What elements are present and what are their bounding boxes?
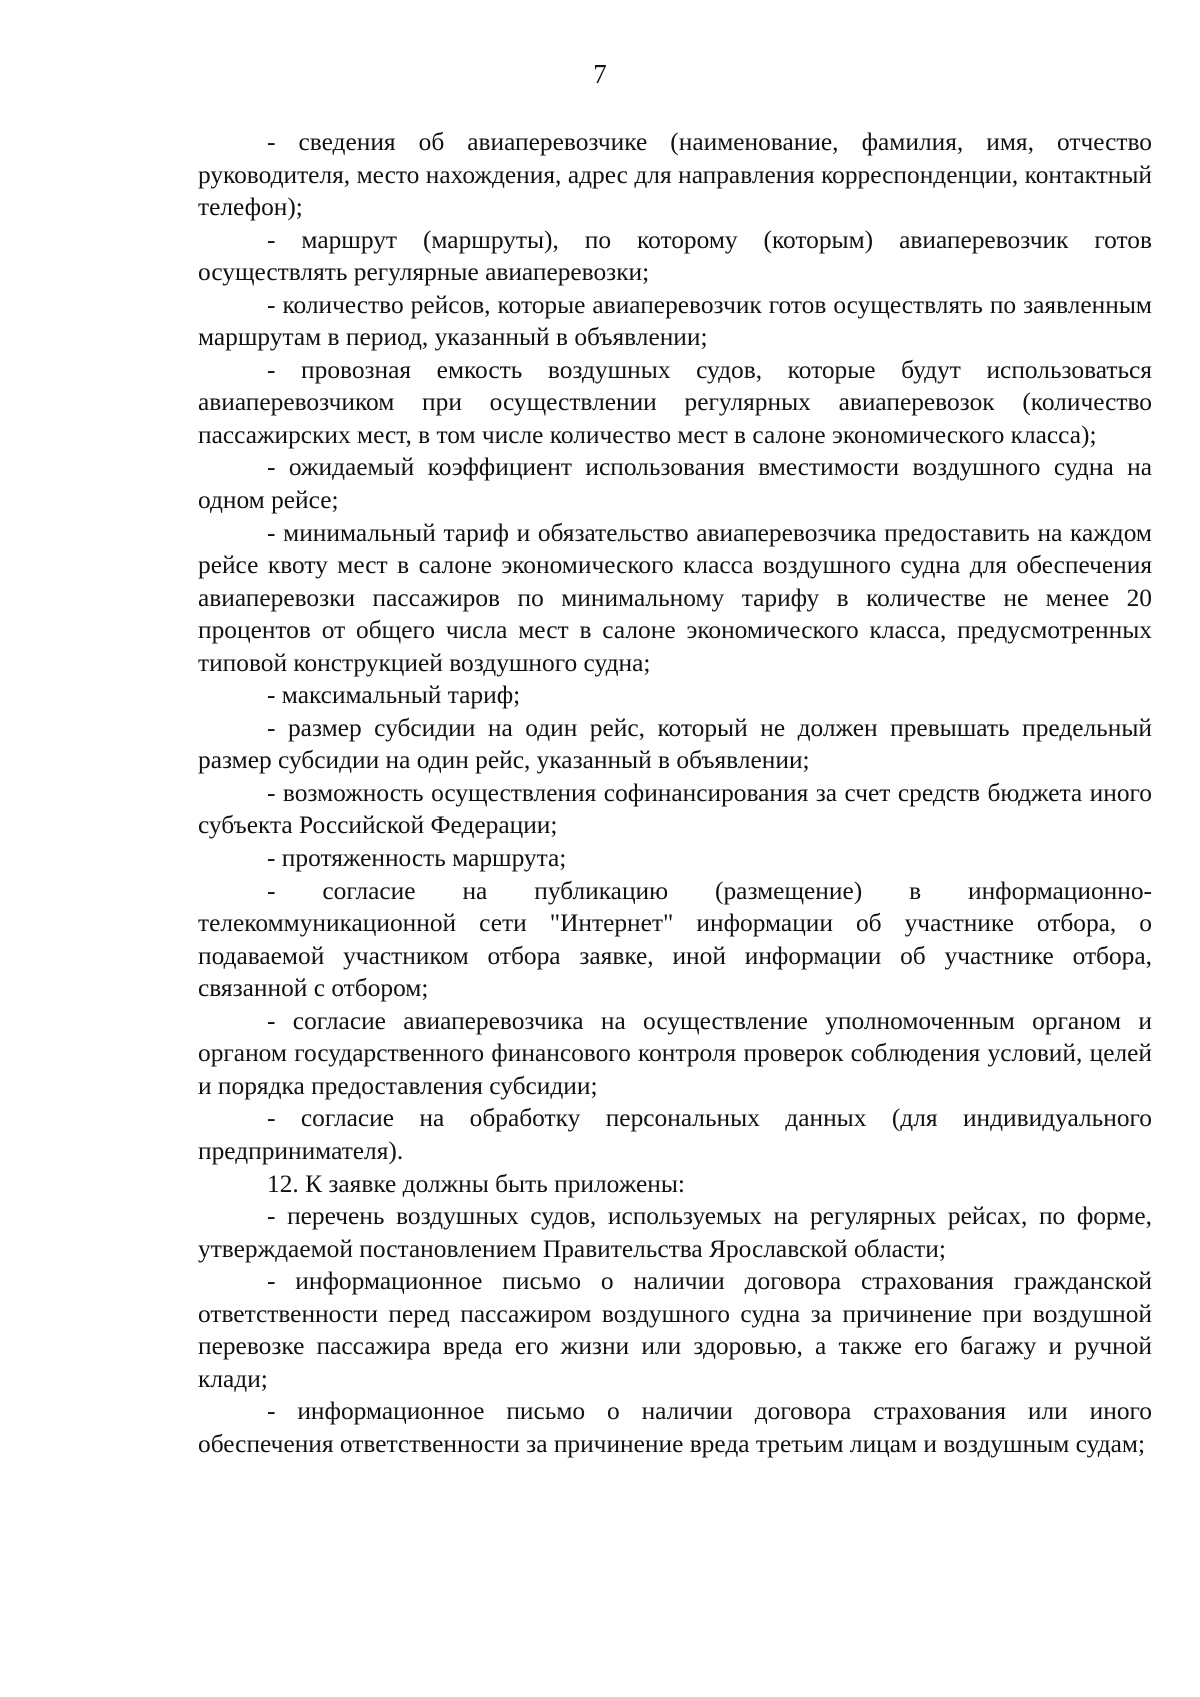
paragraph-passenger-insurance-letter: - информационное письмо о наличии договора страхования гражданской ответственности перед пассажиром воздушного судна за причинение при воздушной перевозке пассажира вреда его жизни или здоровью, а также его багажу и ручной клади; bbox=[198, 1267, 1152, 1393]
paragraph-capacity: - провозная емкость воздушных судов, которые будут использоваться авиаперевозчиком при осуществлении регулярных авиаперевозок (количество пассажирских мест, в том числе количество мест в салоне экономического класса); bbox=[198, 355, 1152, 449]
paragraph-load-factor: - ожидаемый коэффициент использования вместимости воздушного судна на одном рейсе; bbox=[198, 453, 1152, 515]
paragraph-personal-data-consent: - согласие на обработку персональных данных (для индивидуального предпринимателя). bbox=[198, 1104, 1152, 1165]
paragraph-aircraft-list: - перечень воздушных судов, используемых на регулярных рейсах, по форме, утверждаемой постановлением Правительства Ярославской области; bbox=[198, 1202, 1152, 1263]
paragraph-audit-consent: - согласие авиаперевозчика на осуществление уполномоченным органом и органом государственного финансового контроля проверок соблюдения условий, целей и порядка предоставления субсидии; bbox=[198, 1006, 1152, 1100]
paragraph-subsidy-amount: - размер субсидии на один рейс, который не должен превышать предельный размер субсидии на один рейс, указанный в объявлении; bbox=[198, 713, 1152, 775]
paragraph-third-party-insurance-letter: - информационное письмо о наличии договора страхования или иного обеспечения ответственности за причинение вреда третьим лицам и воздушным судам; bbox=[198, 1397, 1152, 1458]
paragraph-minimum-fare: - минимальный тариф и обязательство авиаперевозчика предоставить на каждом рейсе квоту мест в салоне экономического класса воздушного судна для обеспечения авиаперевозки пассажиров по минимальному тарифу в количестве не менее 20 процентов от общего числа мест в салоне экономического класса, предусмотренных типовой конструкцией воздушного судна; bbox=[198, 518, 1152, 677]
paragraph-route: - маршрут (маршруты), по которому (которым) авиаперевозчик готов осуществлять регулярные авиаперевозки; bbox=[198, 225, 1152, 287]
document-body bbox=[198, 126, 1152, 1460]
paragraph-publication-consent: - согласие на публикацию (размещение) в информационно-телекоммуникационной сети "Интернет" информации об участнике отбора, о подаваемой участником отбора заявке, иной информации об участнике отбора, связанной с отбором; bbox=[198, 876, 1152, 1003]
paragraph-applicant-info: - сведения об авиаперевозчике (наименование, фамилия, имя, отчество руководителя, место нахождения, адрес для направления корреспонденции, контактный телефон); bbox=[198, 128, 1152, 222]
paragraph-flight-count: - количество рейсов, которые авиаперевозчик готов осуществлять по заявленным маршрутам в период, указанный в объявлении; bbox=[198, 290, 1152, 352]
paragraph-section-12-heading: 12. К заявке должны быть приложены: bbox=[267, 1169, 685, 1198]
paragraph-maximum-fare: - максимальный тариф; bbox=[267, 681, 521, 710]
paragraph-cofinancing: - возможность осуществления софинансирования за счет средств бюджета иного субъекта Российской Федерации; bbox=[198, 778, 1152, 840]
page-number: 7 bbox=[593, 59, 607, 89]
paragraph-route-length: - протяженность маршрута; bbox=[267, 844, 567, 873]
